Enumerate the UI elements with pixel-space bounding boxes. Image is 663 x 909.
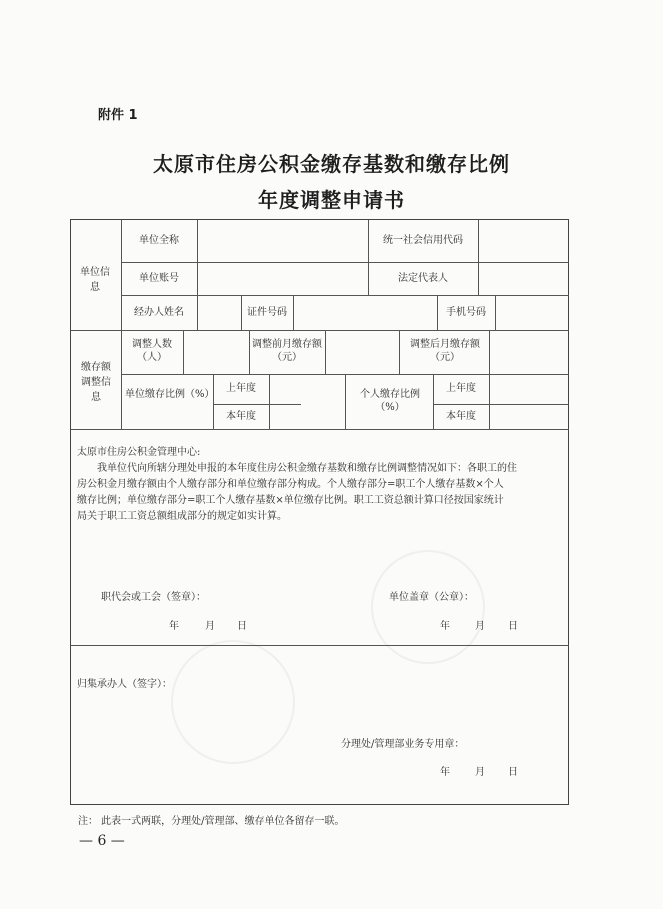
- personal-ratio-label: 个人缴存比例（%）: [360, 389, 420, 413]
- union-date-month: 月: [205, 621, 215, 632]
- faded-seal-icon: [171, 640, 295, 764]
- document-title-line1: 太原市住房公积金缴存基数和缴存比例: [153, 152, 510, 176]
- footnote: 注： 此表一式两联，分理处/管理部、缴存单位各留存一联。: [78, 816, 345, 827]
- review-date-day: 日: [508, 767, 518, 778]
- after-monthly-label: 调整后月缴存额（元）: [410, 339, 480, 363]
- review-date-year: 年: [440, 767, 450, 778]
- review-date-month: 月: [475, 767, 485, 778]
- document-title-line2: 年度调整申请书: [258, 188, 405, 212]
- adjust-info-header: 缴存额调整信息: [81, 362, 111, 403]
- unit-name-label: 单位全称: [139, 235, 179, 246]
- handler-name-label: 经办人姓名: [134, 307, 184, 318]
- union-date-year: 年: [169, 621, 179, 632]
- before-monthly-label: 调整前月缴存额（元）: [252, 339, 322, 363]
- unit-date-month: 月: [475, 621, 485, 632]
- unit-date-year: 年: [440, 621, 450, 632]
- application-form: [70, 219, 569, 805]
- unit-last-year-label: 上年度: [226, 383, 256, 394]
- adjust-count-label: 调整人数（人）: [132, 339, 172, 363]
- addressee: 太原市住房公积金管理中心:: [77, 447, 201, 458]
- statement-line-4: 局关于职工工资总额组成部分的规定如实计算。: [77, 511, 287, 522]
- unit-date-day: 日: [508, 621, 518, 632]
- credit-code-label: 统一社会信用代码: [383, 235, 463, 246]
- statement-line-3: 缴存比例；单位缴存部分=职工个人缴存基数×单位缴存比例。职工工资总额计算口径按国家统计: [77, 495, 504, 506]
- branch-seal-label: 分理处/管理部业务专用章：: [341, 739, 465, 750]
- union-date-day: 日: [237, 621, 247, 632]
- faded-seal-icon: [371, 550, 485, 664]
- attachment-label: 附件 1: [98, 108, 138, 123]
- legal-rep-label: 法定代表人: [398, 273, 448, 284]
- personal-this-year-label: 本年度: [446, 411, 476, 422]
- statement-line-1: 我单位代向所辖分理处申报的本年度住房公积金缴存基数和缴存比例调整情况如下：各职工的住: [97, 463, 517, 474]
- personal-last-year-label: 上年度: [446, 383, 476, 394]
- phone-label: 手机号码: [446, 307, 486, 318]
- statement-line-2: 房公积金月缴存额由个人缴存部分和单位缴存部分构成。个人缴存部分=职工个人缴存基数×个人: [77, 479, 504, 490]
- page-number: — 6 —: [79, 833, 125, 849]
- unit-this-year-label: 本年度: [226, 411, 256, 422]
- unit-ratio-label: 单位缴存比例（%）: [125, 389, 215, 400]
- unit-info-header: 单位信息: [80, 267, 110, 293]
- unit-seal-label: 单位盖章（公章）：: [389, 592, 474, 603]
- id-number-label: 证件号码: [247, 307, 287, 318]
- union-signature-label: 职代会或工会（签章）：: [101, 592, 206, 603]
- collection-handler-label: 归集承办人（签字）：: [77, 679, 172, 690]
- unit-account-label: 单位账号: [139, 273, 179, 284]
